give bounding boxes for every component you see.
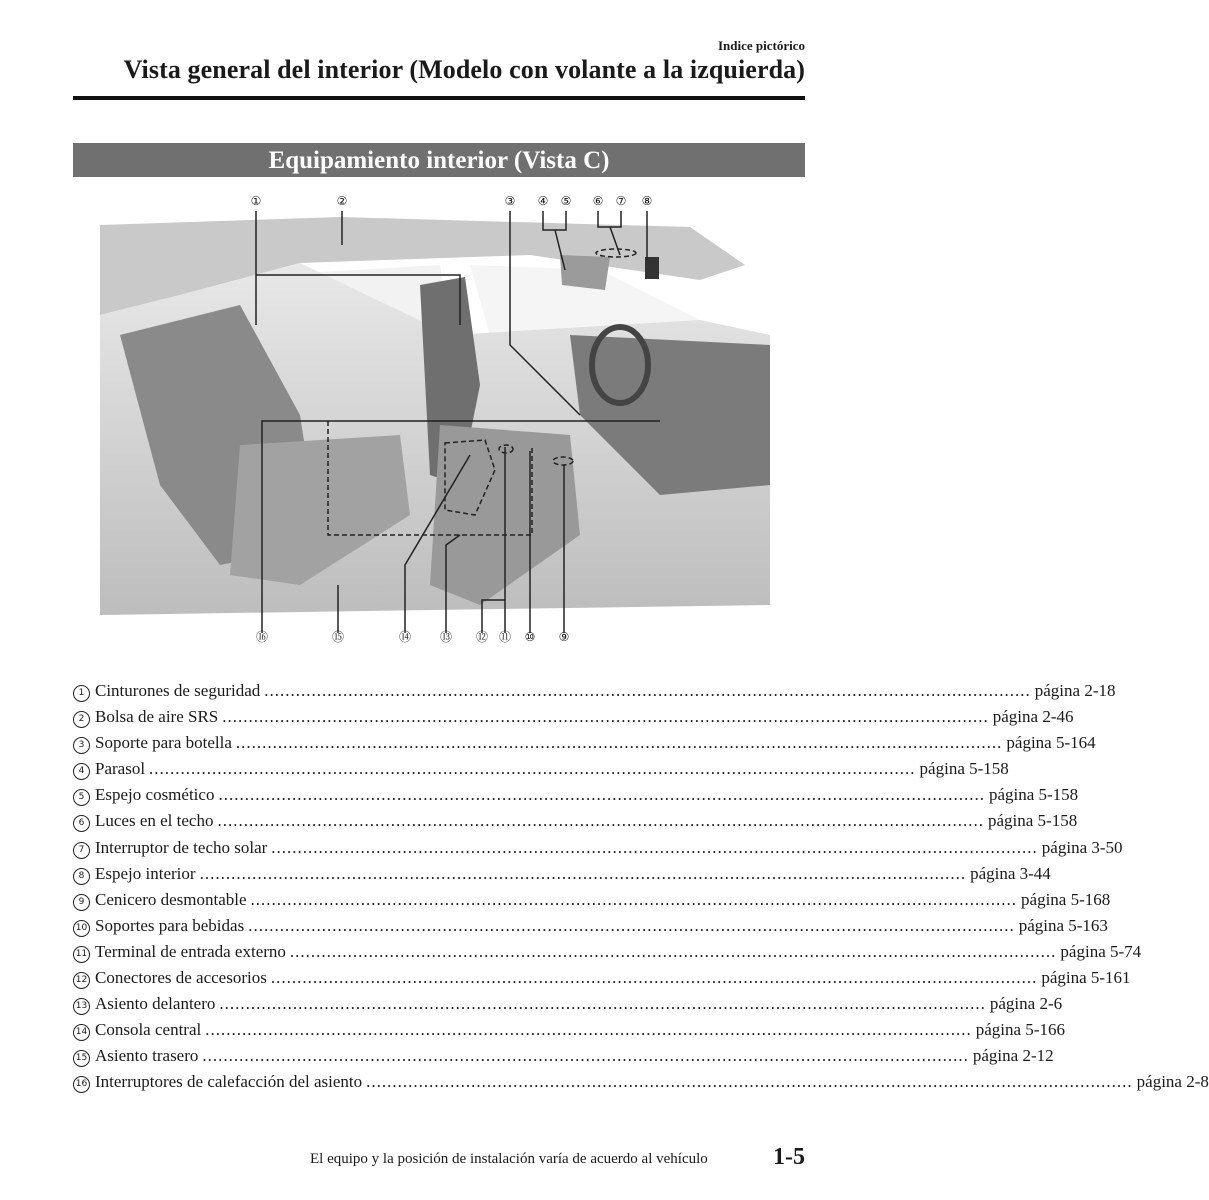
leader-dots: ..................................................................................................................................................: [217, 811, 984, 831]
item-number: 7: [73, 842, 90, 859]
callout-16: ⑯: [255, 630, 269, 644]
item-number: 6: [73, 815, 90, 832]
item-page: página 5-158: [988, 785, 1079, 805]
item-name: Terminal de entrada externo: [95, 941, 286, 961]
callout-15: ⑮: [331, 630, 345, 644]
item-name: Soportes para bebidas: [95, 915, 245, 935]
item-page: página 5-158: [987, 811, 1078, 831]
item-name: Consola central: [95, 1020, 202, 1040]
item-name: Cenicero desmontable: [95, 889, 247, 909]
leader-dots: ..................................................................................................................................................: [222, 707, 989, 727]
callout-1: ①: [250, 194, 262, 208]
callout-11: ⑪: [498, 630, 512, 644]
list-item[interactable]: [73, 994, 1063, 1020]
item-page: página 5-168: [1021, 889, 1111, 909]
component-list: [73, 681, 1209, 1099]
list-item[interactable]: [73, 785, 1079, 811]
item-number: 1: [73, 685, 90, 702]
item-name: Conectores de accesorios: [95, 968, 267, 988]
item-page: página 5-164: [1006, 733, 1096, 753]
callouts-bottom: [256, 630, 569, 644]
section-label: Indice pictórico: [717, 38, 805, 53]
callout-10: ⑩: [524, 630, 536, 644]
callout-6: ⑥: [592, 194, 604, 208]
callout-3: ③: [504, 194, 516, 208]
list-item[interactable]: [73, 889, 1111, 916]
item-name: Luces en el techo: [95, 811, 214, 831]
callouts-top: [251, 194, 653, 208]
callout-7: ⑦: [615, 194, 627, 208]
item-number: 13: [73, 998, 90, 1015]
item-number: 12: [73, 972, 90, 989]
item-page: página 5-158: [919, 759, 1009, 779]
item-page: página 5-74: [1060, 941, 1142, 961]
item-name: Parasol: [95, 759, 146, 779]
list-item[interactable]: [73, 863, 1051, 890]
callout-12: ⑫: [475, 630, 489, 644]
leader-dots: ..................................................................................................................................................: [199, 863, 967, 883]
title-rule: [73, 96, 805, 100]
callout-14: ⑭: [398, 630, 412, 644]
interior-illustration: [100, 185, 770, 655]
section-banner: Equipamiento interior (Vista C): [73, 143, 805, 177]
item-page: página 5-161: [1041, 968, 1131, 988]
item-number: 11: [73, 946, 90, 963]
item-page: página 5-163: [1018, 915, 1108, 935]
item-number: 2: [73, 711, 90, 728]
list-item[interactable]: [73, 681, 1116, 707]
item-number: 5: [73, 789, 90, 806]
item-number: 16: [73, 1076, 90, 1093]
item-name: Bolsa de aire SRS: [95, 707, 219, 727]
item-number: 14: [73, 1024, 90, 1041]
item-number: 9: [73, 894, 90, 911]
leader-dots: ..................................................................................................................................................: [235, 733, 1003, 753]
page-number: 1-5: [773, 1144, 805, 1170]
leader-dots: ..................................................................................................................................................: [250, 889, 1018, 909]
item-name: Espejo cosmético: [95, 785, 215, 805]
item-name: Asiento trasero: [95, 1046, 199, 1066]
list-item[interactable]: [73, 915, 1108, 942]
item-page: página 2-6: [989, 994, 1063, 1014]
mirror-shape: [645, 257, 659, 279]
leader-dots: ..................................................................................................................................................: [264, 681, 1031, 700]
list-item[interactable]: [73, 811, 1078, 837]
list-item[interactable]: [73, 1046, 1054, 1072]
item-number: 3: [73, 737, 90, 754]
footer-note: El equipo y la posición de instalación varía de acuerdo al vehículo: [310, 1151, 708, 1167]
callout-9: ⑨: [558, 630, 570, 644]
item-number: 10: [73, 920, 90, 937]
leader-dots: ..................................................................................................................................................: [149, 759, 916, 779]
item-page: página 3-44: [970, 863, 1051, 883]
leader-dots: ..................................................................................................................................................: [271, 837, 1038, 857]
item-name: Espejo interior: [95, 863, 196, 883]
list-item[interactable]: [73, 1072, 1209, 1098]
leader-dots: ..................................................................................................................................................: [218, 785, 985, 805]
item-page: página 2-8: [1136, 1072, 1209, 1092]
callout-4: ④: [537, 194, 549, 208]
list-item[interactable]: [73, 733, 1096, 759]
leader-dots: ..................................................................................................................................................: [248, 915, 1015, 935]
leader-dots: ..................................................................................................................................................: [366, 1072, 1133, 1092]
item-number: 4: [73, 763, 90, 780]
list-item[interactable]: [73, 1020, 1065, 1046]
item-page: página 2-46: [992, 707, 1074, 727]
callout-5: ⑤: [560, 194, 572, 208]
leader-dots: ..................................................................................................................................................: [289, 941, 1057, 961]
sun-visor: [560, 255, 610, 290]
page-title: Vista general del interior (Modelo con volante a la izquierda): [123, 55, 805, 84]
leader-dots: ..................................................................................................................................................: [205, 1020, 972, 1040]
leader-dots: ..................................................................................................................................................: [202, 1046, 969, 1066]
list-item[interactable]: [73, 707, 1074, 733]
list-item[interactable]: [73, 941, 1142, 968]
item-page: página 3-50: [1041, 837, 1123, 857]
item-name: Asiento delantero: [95, 994, 216, 1014]
callout-8: ⑧: [641, 194, 653, 208]
leader-dots: ..................................................................................................................................................: [270, 968, 1038, 988]
list-item[interactable]: [73, 968, 1131, 994]
item-page: página 2-12: [972, 1046, 1054, 1066]
callout-2: ②: [336, 194, 348, 208]
item-number: 15: [73, 1050, 90, 1067]
leader-dots: ..................................................................................................................................................: [219, 994, 986, 1014]
item-name: Cinturones de seguridad: [95, 681, 261, 700]
item-name: Soporte para botella: [95, 733, 232, 753]
list-item[interactable]: [73, 837, 1123, 864]
item-name: Interruptores de calefacción del asiento: [95, 1072, 363, 1092]
item-page: página 2-18: [1034, 681, 1116, 700]
item-number: 8: [73, 868, 90, 885]
list-item[interactable]: [73, 759, 1009, 785]
item-page: página 5-166: [975, 1020, 1065, 1040]
item-name: Interruptor de techo solar: [95, 837, 268, 857]
callout-13: ⑬: [439, 630, 453, 644]
